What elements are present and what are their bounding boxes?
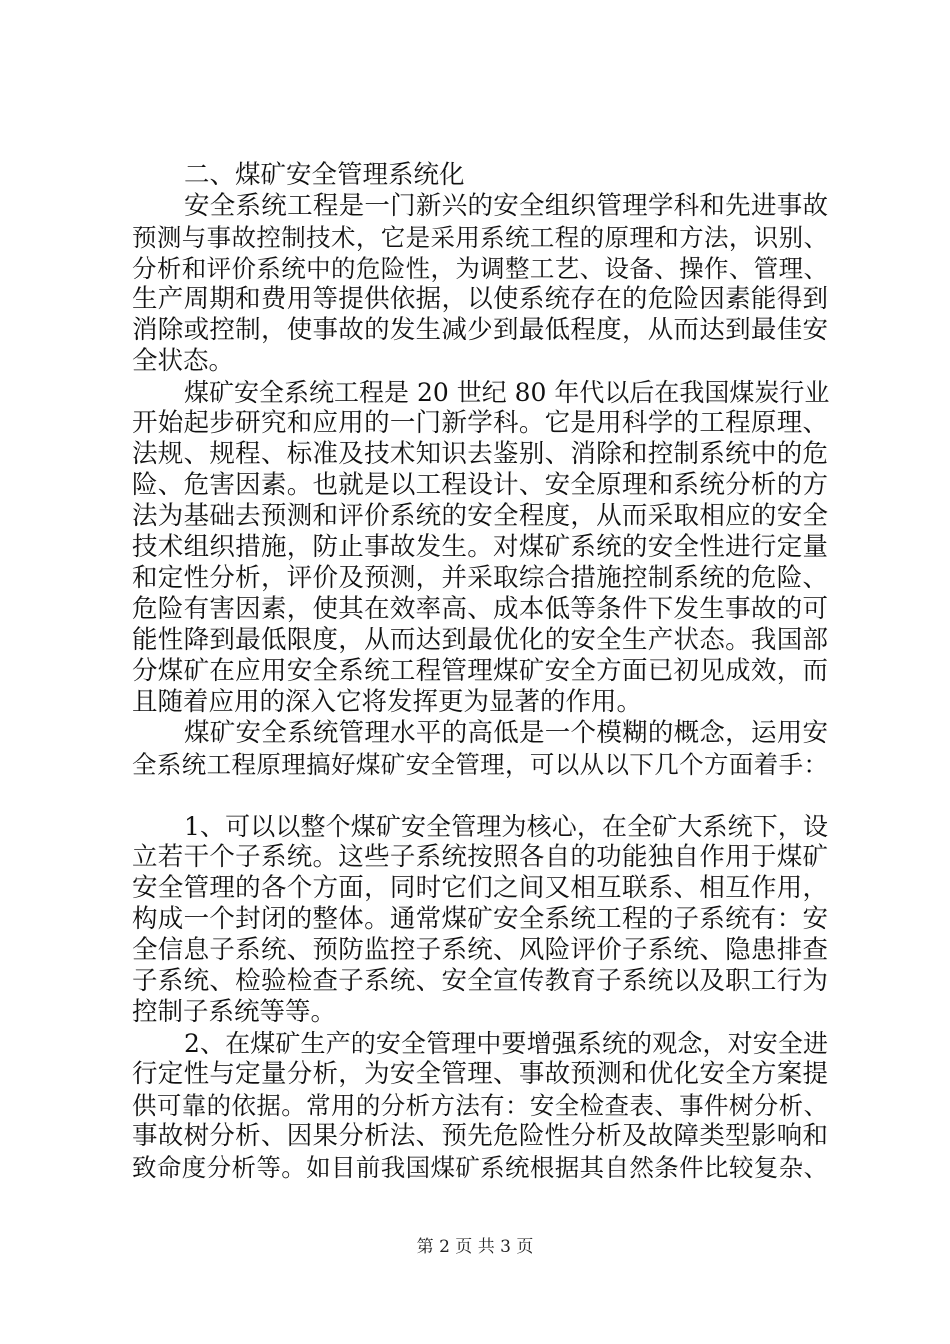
paragraph-line: 行定性与定量分析，为安全管理、事故预测和优化安全方案提 <box>132 1059 828 1089</box>
paragraph-line: 煤矿安全系统工程是 20 世纪 80 年代以后在我国煤炭行业 <box>184 378 830 407</box>
paragraph-line: 安全管理的各个方面，同时它们之间又相互联系、相互作用， <box>132 873 828 903</box>
paragraph-line: 能性降到最低限度，从而达到最优化的安全生产状态。我国部 <box>132 625 828 655</box>
paragraph-line: 消除或控制，使事故的发生减少到最低程度，从而达到最佳安 <box>132 315 828 345</box>
paragraph-line: 全系统工程原理搞好煤矿安全管理，可以从以下几个方面着手： <box>132 750 828 779</box>
paragraph-line: 预测与事故控制技术，它是采用系统工程的原理和方法，识别、 <box>132 223 828 252</box>
paragraph-line: 法规、规程、标准及技术知识去鉴别、消除和控制系统中的危 <box>132 439 828 469</box>
paragraph-line: 技术组织措施，防止事故发生。对煤矿系统的安全性进行定量 <box>132 532 828 562</box>
paragraph-line: 生产周期和费用等提供依据，以使系统存在的危险因素能得到 <box>132 284 828 314</box>
paragraph-line: 分煤矿在应用安全系统工程管理煤矿安全方面已初见成效，而 <box>132 656 828 686</box>
paragraph-line: 危险有害因素，使其在效率高、成本低等条件下发生事故的可 <box>132 594 828 624</box>
paragraph-line: 和定性分析，评价及预测，并采取综合措施控制系统的危险、 <box>132 563 828 593</box>
paragraph-line: 全状态。 <box>132 346 235 376</box>
paragraph-line: 事故树分析、因果分析法、预先危险性分析及故障类型影响和 <box>132 1121 828 1151</box>
paragraph-line: 立若干个子系统。这些子系统按照各自的功能独自作用于煤矿 <box>132 842 828 872</box>
paragraph-line: 法为基础去预测和评价系统的安全程度，从而采取相应的安全 <box>132 501 828 531</box>
paragraph-line: 全信息子系统、预防监控子系统、风险评价子系统、隐患排查 <box>132 935 828 965</box>
page-number-footer: 第 2 页 共 3 页 <box>416 1237 534 1257</box>
paragraph-line: 构成一个封闭的整体。通常煤矿安全系统工程的子系统有：安 <box>132 904 828 934</box>
paragraph-line: 2、在煤矿生产的安全管理中要增强系统的观念，对安全进 <box>184 1029 828 1058</box>
paragraph-line: 供可靠的依据。常用的分析方法有：安全检查表、事件树分析、 <box>132 1091 828 1120</box>
section-heading: 二、煤矿安全管理系统化 <box>184 160 465 190</box>
paragraph-line: 开始起步研究和应用的一门新学科。它是用科学的工程原理、 <box>132 408 828 438</box>
paragraph-line: 控制子系统等等。 <box>132 997 337 1027</box>
paragraph-line: 煤矿安全系统管理水平的高低是一个模糊的概念，运用安 <box>184 718 828 748</box>
paragraph-line: 1、可以以整个煤矿安全管理为核心，在全矿大系统下，设 <box>184 812 828 841</box>
paragraph-line: 子系统、检验检查子系统、安全宣传教育子系统以及职工行为 <box>132 966 828 996</box>
paragraph-line: 致命度分析等。如目前我国煤矿系统根据其自然条件比较复杂、 <box>132 1153 828 1182</box>
paragraph-line: 险、危害因素。也就是以工程设计、安全原理和系统分析的方 <box>132 470 828 500</box>
paragraph-line: 且随着应用的深入它将发挥更为显著的作用。 <box>132 687 643 717</box>
paragraph-line: 安全系统工程是一门新兴的安全组织管理学科和先进事故 <box>184 191 828 221</box>
paragraph-line: 分析和评价系统中的危险性，为调整工艺、设备、操作、管理、 <box>132 254 828 283</box>
